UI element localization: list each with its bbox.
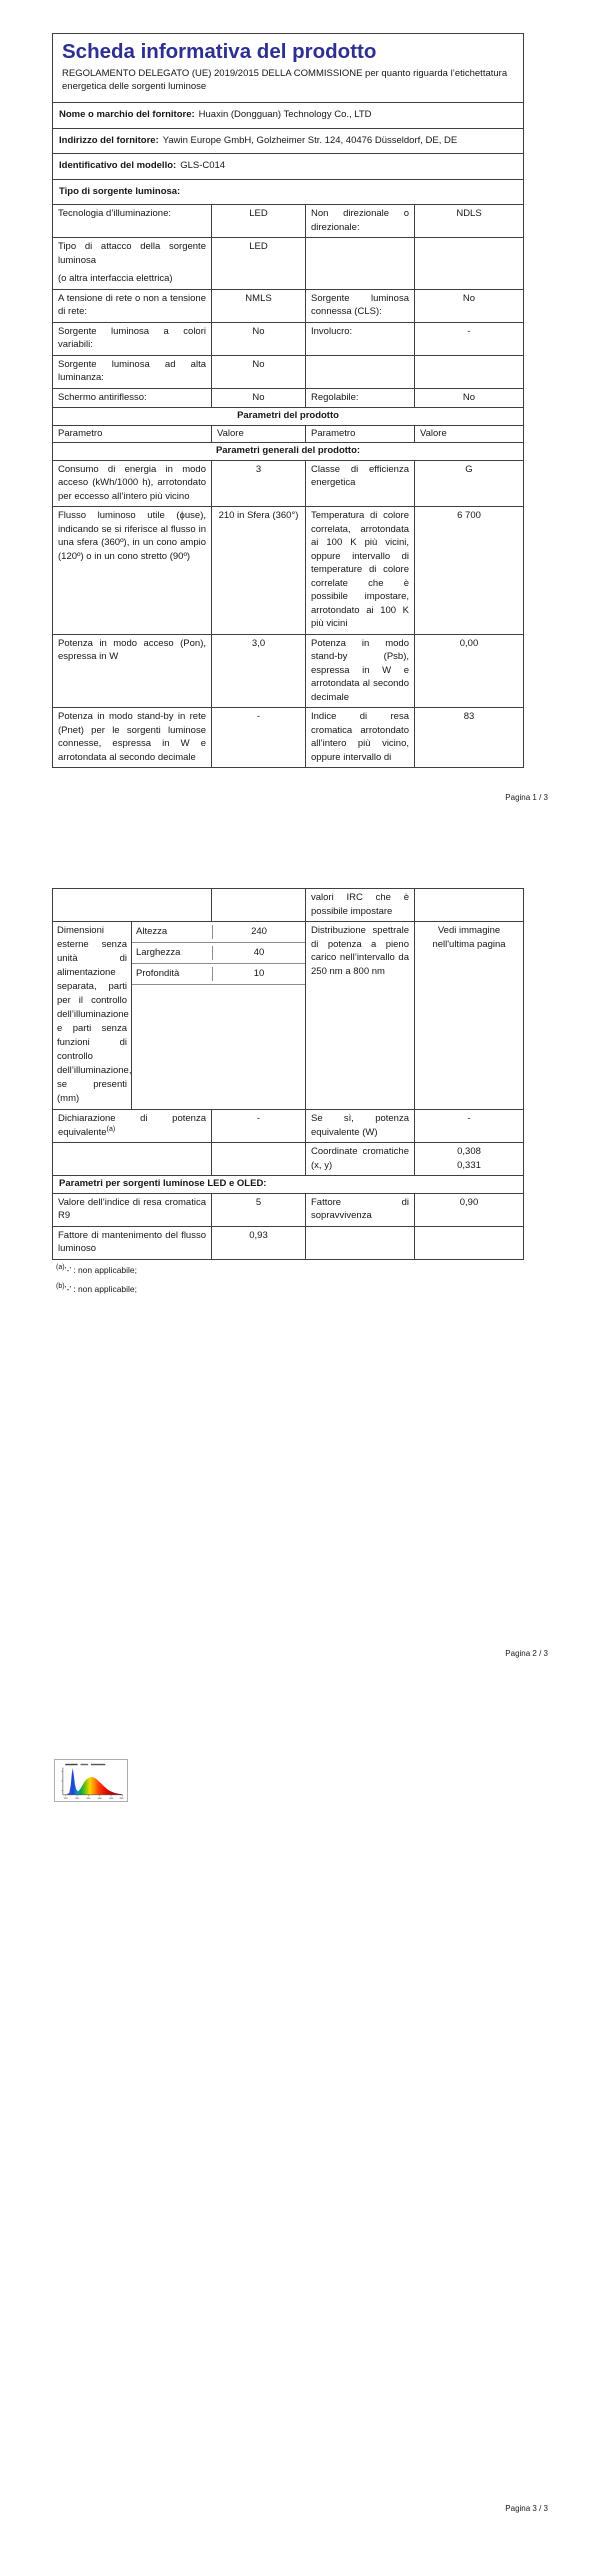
param-cell: Distribuzione spettrale di potenza a pieno carico nell’intervallo da 250 nm a 800 nm (305, 922, 414, 1109)
value-cell (211, 1143, 305, 1175)
value-cell: No (414, 389, 523, 408)
section-header-led-oled: Parametri per sorgenti luminose LED e OLED: (53, 1175, 523, 1193)
footnote-b: $^{(b)}$’-’ : non applicabile; (56, 1282, 138, 1294)
param-cell: Potenza in modo stand-by in rete (Pnet) per le sorgenti luminose connesse, espressa in W e arrotondata al secondo decimale (58, 711, 206, 763)
title-block (53, 34, 523, 102)
param-cell: Potenza in modo stand-by (Psb), espressa in W e arrotondata al secondo decimale (305, 635, 414, 708)
table-row (53, 506, 523, 634)
value-cell: No (211, 356, 305, 388)
param-cell (305, 238, 414, 289)
value-cell (211, 889, 305, 921)
param-cell: Se sì, potenza equivalente (W) (305, 1110, 414, 1142)
value-cell: NMLS (211, 290, 305, 322)
value-cell: 3,0 (211, 635, 305, 708)
model-label: Identificativo del modello: (59, 160, 177, 171)
dimensions-label: Dimensioni esterne senza unità di alimentazione separata, parti per il controllo dell’illuminazione e parti senza funzioni di controllo dell’illuminazione, se presenti (mm) (57, 925, 132, 1104)
param-cell: Schermo antiriflesso: (58, 391, 147, 403)
address-label: Indirizzo del fornitore: (59, 134, 159, 146)
param-cell: Temperatura di colore correlata, arrotondata ai 100 K più vicini, oppure intervallo di temperature di colore correlate che è possibile impostare, arrotondato ai 100 K più vicini (305, 507, 414, 634)
table-row (53, 237, 523, 289)
dimension-value: 240 (212, 925, 305, 939)
param-cell: Sorgente luminosa a colori variabili: (58, 325, 206, 350)
footnote-marker: (a) (56, 1263, 65, 1271)
dimension-value: 40 (212, 946, 305, 960)
param-cell: Fattore di mantenimento del flusso luminoso (58, 1229, 206, 1254)
param-cell: Potenza in modo acceso (Pon), espressa in W (58, 637, 206, 662)
value-cell: 3 (211, 461, 305, 507)
supplier-label: Nome o marchio del fornitore: (59, 109, 195, 120)
value-cell: - (211, 708, 305, 767)
dimensions-subtable (131, 922, 305, 1109)
value-cell: - (414, 323, 523, 355)
page1-table (52, 33, 524, 768)
value-cell: - (211, 1110, 305, 1142)
value-cell: 0,00 (414, 635, 523, 708)
dimension-name: Altezza (136, 926, 168, 938)
value-cell: - (414, 1110, 523, 1142)
value-cell: 210 in Sfera (360°) (211, 507, 305, 634)
param-cell: Indice di resa cromatica arrotondato all’intero più vicino, oppure intervallo di (305, 708, 414, 767)
dimension-value: 10 (212, 967, 305, 981)
param-cell (53, 1143, 211, 1175)
table-row (53, 289, 523, 322)
param-cell (305, 356, 414, 388)
regulation-subtitle: REGOLAMENTO DELEGATO (UE) 2019/2015 DELLA COMMISSIONE per quanto riguarda l’etichettatura energetica delle sorgenti luminose (62, 68, 508, 92)
param-cell: Coordinate cromatiche (x, y) (305, 1143, 414, 1175)
chart-caption-smudge (91, 1764, 105, 1765)
param-cell: A tensione di rete o non a tensione di rete: (58, 292, 206, 317)
param-cell: Flusso luminoso utile (ϕuse), indicando se si riferisce al flusso in una sfera (360º), in un cono ampio (120º) o in un cono stretto (90º) (58, 510, 206, 562)
value-cell: 0,90 (414, 1194, 523, 1226)
document-page-2 (52, 888, 524, 1295)
chromaticity-y: 0,331 (457, 1159, 481, 1171)
spd-chart-svg (54, 1759, 128, 1802)
table-row (53, 204, 523, 237)
dimensions-row (53, 921, 523, 1109)
column-header: Parametro (305, 426, 414, 443)
footnote-marker-ref: (a) (106, 1125, 116, 1133)
value-cell (414, 1143, 523, 1175)
param-cell: Regolabile: (305, 389, 414, 408)
model-value: GLS-C014 (180, 160, 226, 171)
dimension-sub-row (132, 943, 305, 964)
dimension-name: Profondità (136, 968, 180, 980)
chart-caption-smudge (81, 1764, 89, 1765)
section-header-general-params: Parametri generali del prodotto: (53, 442, 523, 460)
spectral-power-distribution-image (54, 1759, 128, 1802)
page-number-1: Pagina 1 / 3 (505, 793, 548, 802)
value-cell: LED (211, 238, 305, 289)
table-row (53, 388, 523, 408)
param-cell: Involucro: (305, 323, 414, 355)
param-cell (53, 889, 211, 921)
value-cell: Vedi immagine nell'ultima pagina (414, 922, 523, 1109)
param-cell: Sorgente luminosa connessa (CLS): (305, 290, 414, 322)
value-cell: 5 (211, 1194, 305, 1226)
value-cell: No (211, 389, 305, 408)
value-cell: G (414, 461, 523, 507)
supplier-row (53, 102, 523, 128)
param-cell: Non direzionale o direzionale: (305, 205, 414, 237)
chart-caption-smudge (65, 1764, 77, 1765)
spd-area (63, 1768, 123, 1795)
value-cell (414, 356, 523, 388)
param-cell (305, 1227, 414, 1259)
x-tick-label-smudges (64, 1798, 124, 1799)
column-header: Parametro (58, 427, 103, 439)
value-cell (414, 1227, 523, 1259)
dimension-sub-row (132, 922, 305, 943)
table-row (53, 634, 523, 708)
param-cell: Tecnologia d’illuminazione: (58, 208, 172, 219)
table-row (53, 707, 523, 767)
model-row (53, 153, 523, 179)
column-header: Valore (211, 426, 305, 443)
footnote-a: $^{(a)}$’-’ : non applicabile; (56, 1263, 138, 1275)
table-row-continuation (53, 889, 523, 921)
table-row (53, 1193, 523, 1226)
param-cell: Sorgente luminosa ad alta luminanza: (58, 358, 206, 383)
page-number-2: Pagina 2 / 3 (505, 1649, 548, 1658)
value-cell: LED (211, 205, 305, 237)
param-cell: Consumo di energia in modo acceso (kWh/1000 h), arrotondato per eccesso all’intero più vicino (58, 463, 206, 502)
section-header-product-params: Parametri del prodotto (53, 407, 523, 425)
dimension-name: Larghezza (136, 947, 181, 959)
address-row (53, 128, 523, 154)
value-cell (414, 238, 523, 289)
value-cell: 83 (414, 708, 523, 767)
document-page-1 (52, 33, 524, 768)
table-row (53, 1226, 523, 1259)
value-cell: No (414, 290, 523, 322)
param-cell: Fattore di sopravvivenza (305, 1194, 414, 1226)
value-cell: No (211, 323, 305, 355)
table-row (53, 1109, 523, 1142)
footnote-marker: (b) (56, 1282, 65, 1290)
table-row (53, 355, 523, 388)
param-cell: Tipo di attacco della sorgente luminosa (o altra interfaccia elettrica) (58, 241, 206, 284)
supplier-value: Huaxin (Dongguan) Technology Co., LTD (198, 109, 372, 120)
param-cell: Dichiarazione di potenza equivalente$^{(a)}$ (58, 1113, 206, 1138)
value-cell: 6 700 (414, 507, 523, 634)
column-header-row (53, 425, 523, 443)
param-cell: valori IRC che è possibile impostare (305, 889, 414, 921)
value-cell (414, 889, 523, 921)
chromaticity-x: 0,308 (457, 1146, 481, 1157)
table-row (53, 322, 523, 355)
value-cell: NDLS (414, 205, 523, 237)
type-section-header: Tipo di sorgente luminosa: (53, 179, 523, 205)
value-cell: 0,93 (211, 1227, 305, 1259)
address-value: Yawin Europe GmbH, Golzheimer Str. 124, 40476 Düsseldorf, DE, DE (162, 134, 458, 146)
page2-table (52, 888, 524, 1260)
column-header: Valore (414, 426, 523, 443)
page-title: Scheda informativa del prodotto (62, 40, 377, 63)
param-cell: Classe di efficienza energetica (305, 461, 414, 507)
table-row (53, 460, 523, 507)
param-cell: Valore dell’indice di resa cromatica R9 (58, 1196, 206, 1221)
page-number-3: Pagina 3 / 3 (505, 2504, 548, 2513)
table-row (53, 1142, 523, 1175)
dimension-sub-row (132, 964, 305, 985)
